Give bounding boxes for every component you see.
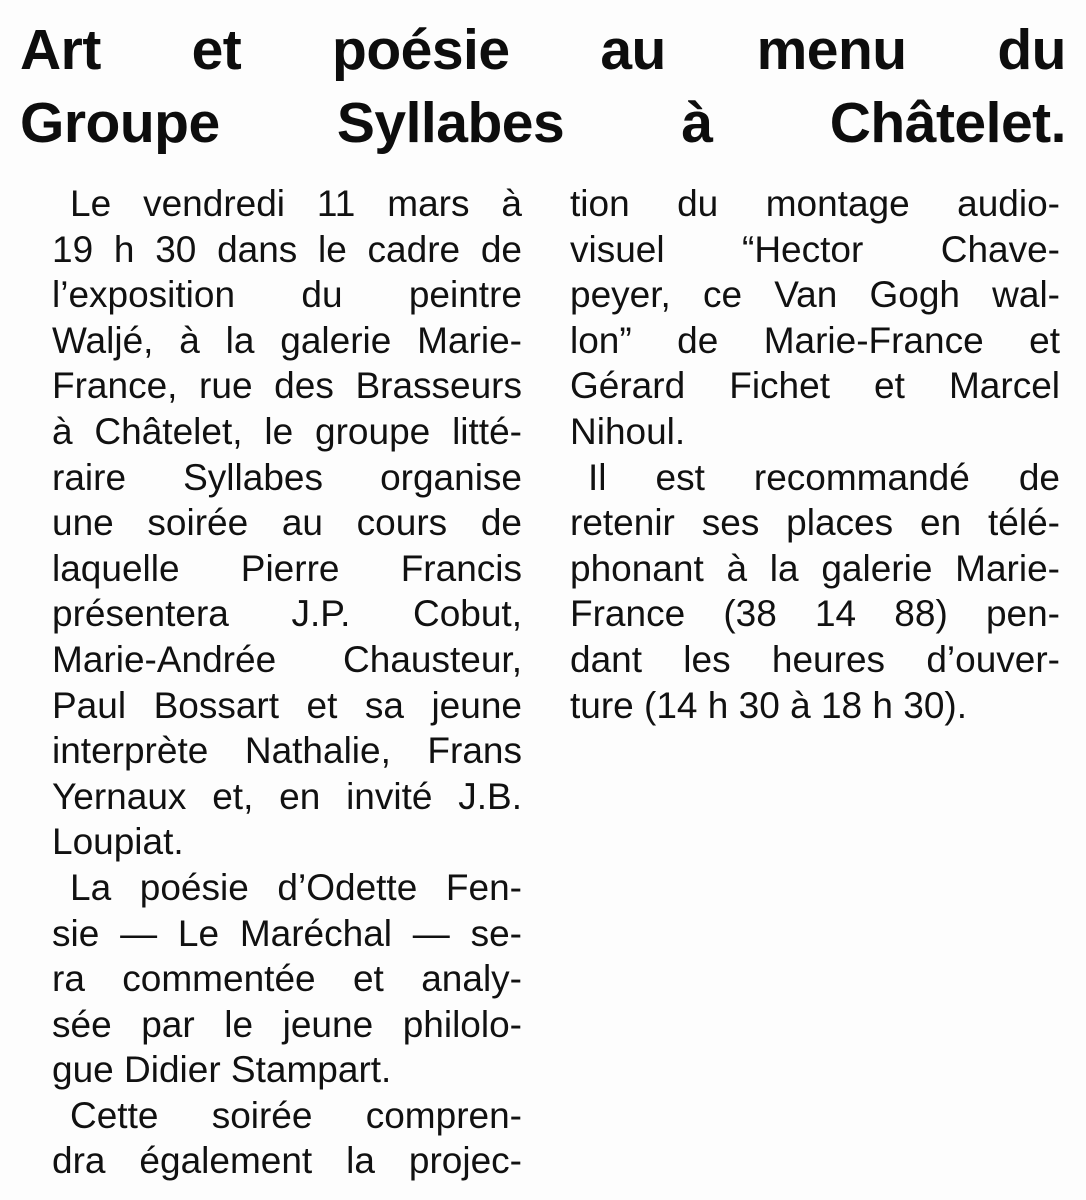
text-line: Marie-Andrée Chausteur, bbox=[52, 638, 522, 680]
text-line: une soirée au cours de bbox=[52, 502, 522, 544]
right-column bbox=[570, 181, 1060, 728]
text-line: l’exposition du peintre bbox=[52, 274, 522, 316]
text-line: ra commentée et analy- bbox=[52, 958, 522, 1000]
paragraph bbox=[52, 1093, 522, 1184]
text-line: visuel “Hector Chave- bbox=[570, 228, 1060, 270]
text-line: gue Didier Stampart. bbox=[52, 1049, 392, 1091]
text-line: laquelle Pierre Francis bbox=[52, 547, 522, 589]
paragraph bbox=[52, 865, 522, 1093]
text-line: sie — Le Maréchal — se- bbox=[52, 912, 522, 954]
text-line: Gérard Fichet et Marcel bbox=[570, 365, 1060, 407]
paragraph bbox=[570, 181, 1060, 455]
text-line: sée par le jeune philolo- bbox=[52, 1003, 522, 1045]
paragraph bbox=[52, 181, 522, 865]
headline-line: Art et poésie au menu du bbox=[20, 18, 1066, 82]
text-line: raire Syllabes organise bbox=[52, 456, 522, 498]
text-line: à Châtelet, le groupe litté- bbox=[52, 410, 522, 452]
text-line: 19 h 30 dans le cadre de bbox=[52, 228, 522, 270]
paragraph bbox=[570, 455, 1060, 729]
left-column bbox=[52, 181, 522, 1184]
text-line: France (38 14 88) pen- bbox=[570, 593, 1060, 635]
text-line: Loupiat. bbox=[52, 821, 184, 863]
text-line: La poésie d’Odette Fen- bbox=[70, 866, 522, 908]
text-line: tion du montage audio- bbox=[570, 183, 1060, 224]
text-line: Cette soirée compren- bbox=[70, 1094, 522, 1136]
text-line: phonant à la galerie Marie- bbox=[570, 547, 1060, 589]
text-line: Le vendredi 11 mars à bbox=[70, 183, 522, 224]
text-line: Paul Bossart et sa jeune bbox=[52, 684, 522, 726]
text-line: Nihoul. bbox=[570, 410, 686, 452]
text-line: ture (14 h 30 à 18 h 30). bbox=[570, 684, 967, 726]
text-line: retenir ses places en télé- bbox=[570, 502, 1060, 544]
text-line: lon” de Marie-France et bbox=[570, 319, 1060, 361]
text-line: Yernaux et, en invité J.B. bbox=[52, 775, 522, 817]
headline-line: Groupe Syllabes à Châtelet. bbox=[20, 91, 1066, 155]
text-line: Waljé, à la galerie Marie- bbox=[52, 319, 522, 361]
text-line: peyer, ce Van Gogh wal- bbox=[570, 274, 1060, 316]
text-line: Il est recommandé de bbox=[588, 456, 1060, 498]
text-line: France, rue des Brasseurs bbox=[52, 365, 522, 407]
headline bbox=[20, 14, 1066, 160]
text-line: présentera J.P. Cobut, bbox=[52, 593, 522, 635]
text-line: dra également la projec- bbox=[52, 1140, 522, 1182]
text-line: interprète Nathalie, Frans bbox=[52, 730, 522, 772]
text-line: dant les heures d’ouver- bbox=[570, 638, 1060, 680]
